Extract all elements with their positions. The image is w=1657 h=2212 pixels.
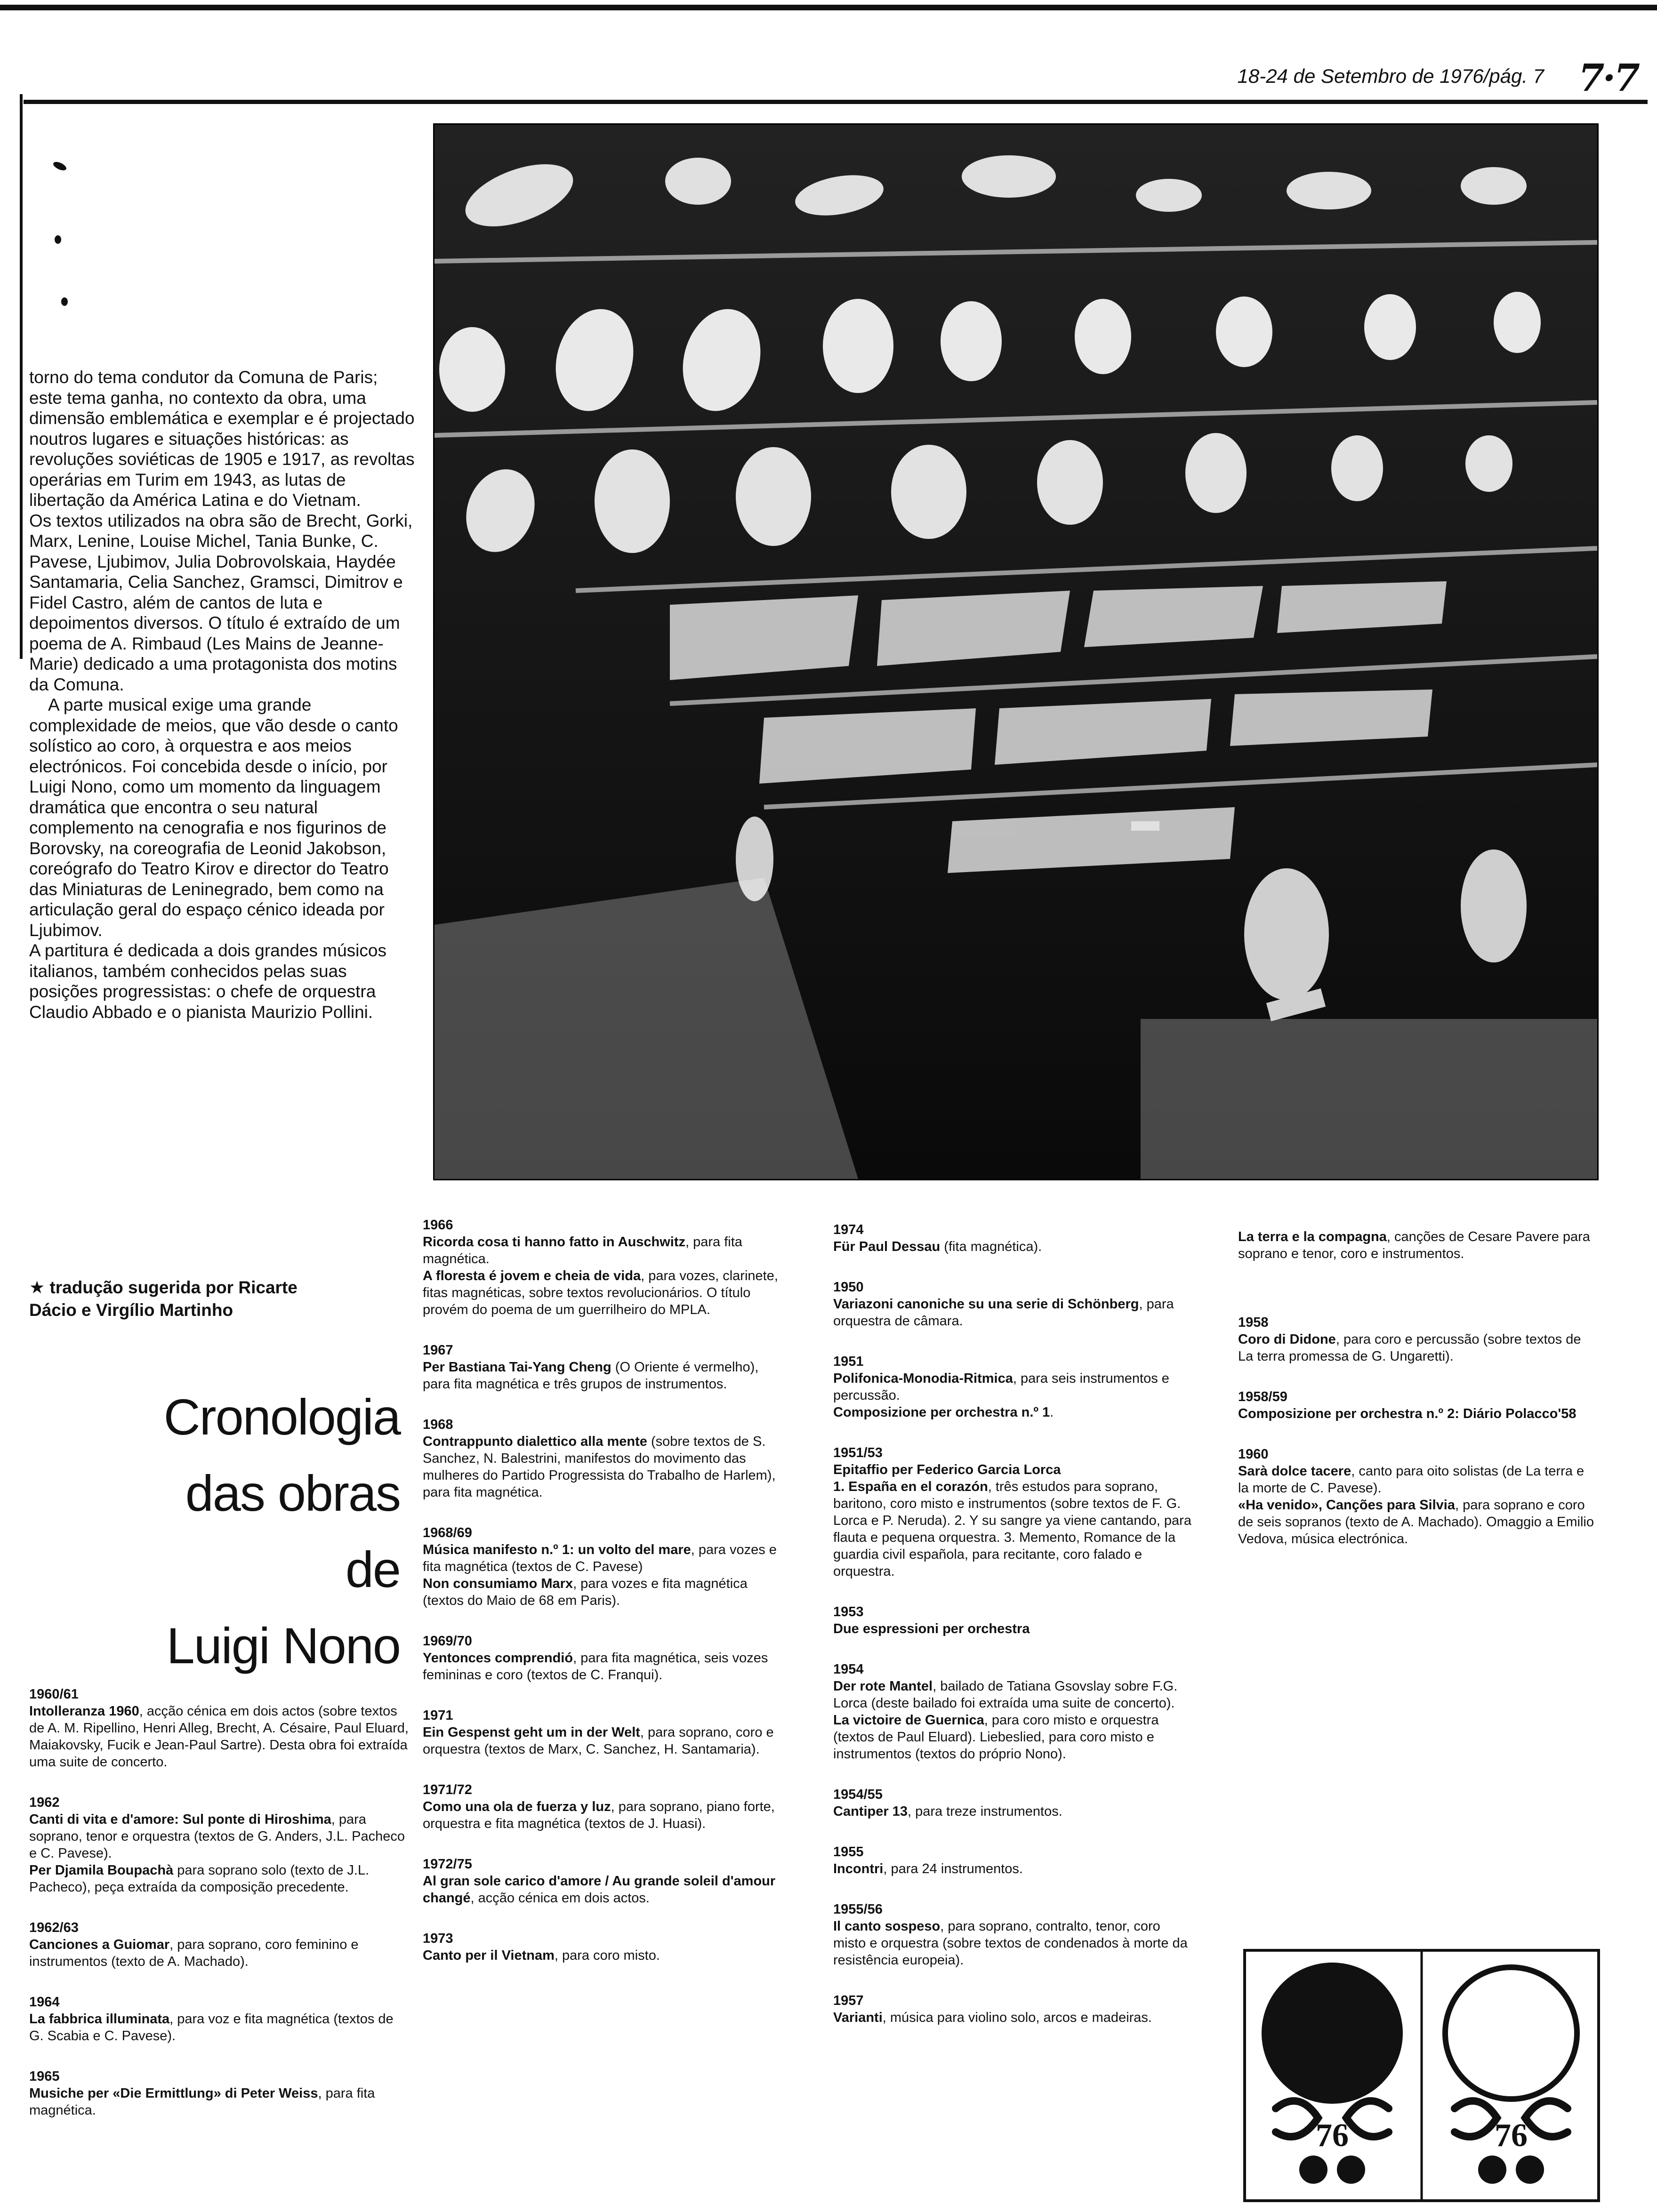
chronology-entry [1238, 1388, 1596, 1422]
entry-year: 1950 [833, 1280, 864, 1295]
ink-speck [61, 297, 68, 306]
heading-line: Luigi Nono [166, 1617, 400, 1674]
work-description: , para vozes, clarinete, fitas magnéticas, sobre textos revolucionários. O título provém do poema de um guerrilheiro do MPLA. [423, 1268, 778, 1317]
work-description: , para vozes e fita magnética (textos do Maio de 68 em Paris). [423, 1576, 748, 1608]
entry-work [29, 1862, 410, 1896]
entry-work [423, 1267, 780, 1318]
entry-work [423, 1873, 780, 1907]
ink-speck [52, 160, 67, 172]
work-title: Für Paul Dessau [833, 1239, 941, 1254]
entry-work [833, 1803, 1196, 1820]
work-title: Il canto sospeso [833, 1919, 941, 1934]
chronology-entry [423, 1342, 780, 1393]
work-description: (sobre textos de S. Sanchez, N. Balestrini, manifestos do movimento das mulheres do Partido Progressista do Trabalho de Harlem), para fita magnética. [423, 1434, 776, 1500]
entry-year: 1973 [423, 1931, 453, 1946]
work-title: Ricorda cosa ti hanno fatto in Auschwitz [423, 1234, 686, 1250]
work-title: Polifonica-Monodia-Ritmica [833, 1371, 1013, 1386]
entry-year: 1969/70 [423, 1634, 472, 1649]
chronology-entry [423, 1416, 780, 1501]
entry-work [833, 1238, 1196, 1255]
work-description: , para voz e fita magnética (textos de G. Scabia e C. Pavese). [29, 2012, 394, 2044]
top-rule [0, 5, 1657, 10]
work-title: Varianti [833, 2010, 883, 2025]
work-title: La fabbrica illuminata [29, 2012, 170, 2027]
work-title: Non consumiamo Marx [423, 1576, 573, 1591]
chronology-entry [423, 1930, 780, 1964]
work-title: Al gran sole carico d'amore / Au grande soleil d'amour changé [423, 1874, 776, 1906]
stage-photograph [433, 123, 1599, 1180]
entry-work [29, 1703, 410, 1771]
entry-year: 1960 [1238, 1447, 1269, 1462]
entry-work [1238, 1463, 1596, 1497]
page-folio: 18-24 de Setembro de 1976/pág. 7 [1237, 65, 1544, 87]
entry-year: 1972/75 [423, 1857, 472, 1872]
work-title: Canciones a Guiomar [29, 1937, 170, 1952]
chronology-entry [833, 1992, 1196, 2026]
entry-work [423, 1798, 780, 1832]
entry-year: 1951/53 [833, 1445, 883, 1460]
entry-year: 1954 [833, 1662, 864, 1677]
entry-year: 1962 [29, 1795, 60, 1810]
chronology-entry [423, 1856, 780, 1907]
work-title: A floresta é jovem e cheia de vida [423, 1268, 641, 1283]
work-title: Per Bastiana Tai-Yang Cheng [423, 1360, 611, 1375]
article-paragraph: A parte musical exige uma grande complexidade de meios, que vão desde o canto solístico ao coro, à orquestra e aos meios electrónicos. Foi concebida desde o início, por Luigi Nono, como um momento da linguagem dramática que encontra o seu natural complemento na cenografia e nos figurinos de Borovsky, na coreografia de Leonid Jakobson, coreógrafo do Teatro Kirov e director do Teatro das Miniaturas de Leninegrado, bem como na articulação geral do espaço cénico ideada por Ljubimov. [29, 695, 398, 940]
article-paragraph: torno do tema condutor da Comuna de Paris; este tema ganha, no contexto da obra, uma dimensão emblemática e exemplar e é projectado noutros lugares e situações históricas: as revoluções soviéticas de 1905 e 1917, as revoltas operárias em Turim em 1943, as lutas de libertação da América Latina e do Vietnam. [29, 368, 415, 510]
article-body [29, 367, 415, 1022]
heading-line: Cronologia [163, 1388, 400, 1445]
work-description: , canto para oito solistas (de La terra e la morte de C. Pavese). [1238, 1464, 1585, 1496]
chronology-heading [28, 1379, 400, 1684]
entry-year: 1955/56 [833, 1902, 883, 1917]
header-rule [24, 100, 1648, 104]
chronology-entry [833, 1444, 1196, 1580]
work-title: La victoire de Guernica [833, 1713, 984, 1728]
illustration-numerals-left: 76 [1316, 2117, 1349, 2154]
chronology-entry [423, 1781, 780, 1832]
work-description: , acção cénica em dois actos (sobre textos de A. M. Ripellino, Henri Alleg, Brecht, A. Césaire, Paul Eluard, Maiakovsky, Fucik e Jean-Paul Sartre). Desta obra foi extraída uma suite de concerto. [29, 1704, 409, 1770]
entry-work [29, 1811, 410, 1862]
entry-work [423, 1724, 780, 1758]
work-description: (fita magnética). [940, 1239, 1042, 1254]
chronology-entry [833, 1221, 1196, 1255]
entry-year: 1951 [833, 1354, 864, 1369]
entry-work [423, 1234, 780, 1267]
chronology-entry [833, 1353, 1196, 1421]
chronology-column [423, 1217, 780, 1988]
chronology-entry [833, 1603, 1196, 1637]
work-description: (O Oriente é vermelho), para fita magnética e três grupos de instrumentos. [423, 1360, 759, 1392]
work-title: La terra e la compagna [1238, 1229, 1387, 1244]
entry-year: 1964 [29, 1995, 60, 2010]
entry-work [833, 1370, 1196, 1404]
entry-year: 1971/72 [423, 1782, 472, 1797]
chronology-column [833, 1221, 1196, 2050]
entry-work [29, 2011, 410, 2044]
heading-line: das obras [185, 1465, 400, 1522]
ink-speck [55, 235, 61, 244]
work-title: Due espressioni per orchestra [833, 1621, 1030, 1636]
chronology-entry [423, 1707, 780, 1758]
entry-work [423, 1650, 780, 1683]
entry-work [1238, 1497, 1596, 1547]
work-title: Canti di vita e d'amore: Sul ponte di Hiroshima [29, 1812, 331, 1827]
chronology-entry [833, 1901, 1196, 1969]
margin-rule [20, 94, 23, 659]
entry-year: 1962/63 [29, 1920, 79, 1935]
chronology-entry [29, 1794, 410, 1896]
work-title: Composizione per orchestra n.º 1 [833, 1405, 1050, 1420]
entry-work [833, 2009, 1196, 2026]
work-description: , para soprano, coro feminino e instrumentos (texto de A. Machado). [29, 1937, 359, 1969]
chronology-entry [1238, 1228, 1596, 1262]
work-description: , para fita magnética. [29, 2086, 375, 2118]
entry-year: 1974 [833, 1222, 864, 1237]
translation-credit [29, 1276, 415, 1322]
work-description: , canções de Cesare Pavere para soprano e tenor, coro e instrumentos. [1238, 1229, 1590, 1261]
work-description: , para soprano, piano forte, orquestra e fita magnética (textos de J. Huasi). [423, 1799, 775, 1831]
entry-year: 1965 [29, 2069, 60, 2084]
graphic-illustration [1243, 1948, 1601, 2203]
entry-work [29, 1936, 410, 1970]
entry-work [423, 1575, 780, 1609]
work-title: Composizione per orchestra n.º 2: Diário Polacco'58 [1238, 1406, 1577, 1421]
work-description: , para soprano, contralto, tenor, coro misto e orquestra (sobre textos de condenados à morte da resistência europeia). [833, 1919, 1188, 1968]
entry-year: 1957 [833, 1993, 864, 2008]
chronology-entry [833, 1843, 1196, 1877]
entry-work [833, 1461, 1196, 1478]
work-title: Per Djamila Boupachà [29, 1863, 174, 1878]
heading-line: de [345, 1541, 400, 1598]
chronology-entry [833, 1661, 1196, 1763]
work-title: Como una ola de fuerza y luz [423, 1799, 611, 1814]
entry-year: 1971 [423, 1708, 453, 1723]
entry-work [1238, 1331, 1596, 1365]
credit-line: ★ tradução sugerida por Ricarte [29, 1278, 298, 1297]
work-title: Contrappunto dialettico alla mente [423, 1434, 647, 1449]
work-description: , para treze instrumentos. [907, 1804, 1062, 1819]
entry-year: 1968 [423, 1417, 453, 1432]
work-title: Variazoni canoniche su una serie di Schönberg [833, 1297, 1139, 1312]
entry-year: 1966 [423, 1218, 453, 1233]
work-title: «Ha venido», Canções para Silvia [1238, 1498, 1455, 1513]
entry-year: 1968/69 [423, 1525, 472, 1540]
work-description: , bailado de Tatiana Gsovslay sobre F.G. Lorca (deste bailado foi extraída uma suite de concerto). [833, 1679, 1178, 1711]
work-description: , três estudos para soprano, baritono, coro misto e instrumentos (sobre textos de F. G. Lorca e P. Neruda). 2. Y su sangre ya viene cantando, para flauta e pequena orquestra. 3. Memento, Romance de la guardia civil española, para recitante, coro falado e orquestra. [833, 1479, 1191, 1579]
work-description: , para soprano, tenor e orquestra (textos de G. Anders, J.L. Pacheco e C. Pavese). [29, 1812, 405, 1861]
entry-work [423, 1359, 780, 1393]
work-title: Cantiper 13 [833, 1804, 908, 1819]
illustration-numerals-right: 76 [1495, 2117, 1528, 2154]
entry-year: 1967 [423, 1343, 453, 1358]
entry-work [833, 1918, 1196, 1969]
entry-work [833, 1620, 1196, 1637]
credit-line: Dácio e Virgílio Martinho [29, 1300, 233, 1320]
entry-year: 1955 [833, 1844, 864, 1859]
entry-work [833, 1678, 1196, 1712]
entry-work [833, 1296, 1196, 1330]
chronology-entry [423, 1524, 780, 1609]
entry-work [29, 2085, 410, 2119]
work-description: . [1050, 1405, 1054, 1420]
chronology-entry [423, 1633, 780, 1683]
work-description: , para seis instrumentos e percussão. [833, 1371, 1169, 1403]
article-paragraph: A partitura é dedicada a dois grandes músicos italianos, também conhecidos pelas suas posições progressistas: o chefe de orquestra Claudio Abbado e o pianista Maurizio Pollini. [29, 941, 386, 1022]
entry-year: 1958/59 [1238, 1389, 1287, 1404]
work-title: Coro di Didone [1238, 1332, 1336, 1347]
entry-work [423, 1541, 780, 1575]
stage-photograph-art [434, 125, 1597, 1179]
chronology-entry [1238, 1314, 1596, 1365]
work-title: Musiche per «Die Ermittlung» di Peter Weiss [29, 2086, 318, 2101]
chronology-column [1238, 1228, 1596, 1571]
entry-work [423, 1433, 780, 1501]
publication-logo: 7·7 [1578, 56, 1638, 100]
work-description: , para coro misto e orquestra (textos de Paul Eluard). Liebeslied, para coro misto e instrumentos (textos do próprio Nono). [833, 1713, 1159, 1762]
entry-work [833, 1712, 1196, 1763]
chronology-entry [29, 2068, 410, 2119]
entry-work [833, 1478, 1196, 1580]
work-description: para soprano solo (texto de J.L. Pacheco), peça extraída da composição precedente. [29, 1863, 370, 1895]
work-title: Sarà dolce tacere [1238, 1464, 1351, 1479]
work-description: , para coro e percussão (sobre textos de La terra promessa de G. Ungaretti). [1238, 1332, 1581, 1364]
chronology-entry [423, 1217, 780, 1318]
article-paragraph: Os textos utilizados na obra são de Brecht, Gorki, Marx, Lenine, Louise Michel, Tania Bunke, C. Pavese, Ljubimov, Julia Dobrovolskaia, Haydée Santamaria, Celia Sanchez, Gramsci, Dimitrov e Fidel Castro, além de cantos de luta e depoimentos diversos. O título é extraído de um poema de A. Rimbaud (Les Mains de Jeanne-Marie) dedicado a uma protagonista dos motins da Comuna. [29, 511, 413, 694]
chronology-entry [833, 1279, 1196, 1330]
chronology-entry [29, 1919, 410, 1970]
chronology-entry [1238, 1446, 1596, 1547]
chronology-entry [29, 1994, 410, 2044]
work-title: Intolleranza 1960 [29, 1704, 139, 1719]
work-description: , acção cénica em dois actos. [470, 1891, 650, 1906]
work-description: , para 24 instrumentos. [883, 1861, 1023, 1876]
chronology-column [29, 1686, 410, 2142]
work-title: Canto per il Vietnam [423, 1948, 555, 1963]
entry-year: 1954/55 [833, 1787, 883, 1802]
work-title: Música manifesto n.º 1: un volto del mare [423, 1542, 691, 1557]
work-title: 1. España en el corazón [833, 1479, 988, 1494]
work-title: Epitaffio per Federico Garcia Lorca [833, 1462, 1061, 1477]
work-description: , para soprano, coro e orquestra (textos de Marx, C. Sanchez, H. Santamaria). [423, 1725, 774, 1757]
work-description: , para vozes e fita magnética (textos de C. Pavese) [423, 1542, 777, 1574]
entry-work [1238, 1228, 1596, 1262]
chronology-entry [29, 1686, 410, 1771]
entry-work [1238, 1405, 1596, 1422]
work-title: Der rote Mantel [833, 1679, 933, 1694]
chronology-entry [833, 1786, 1196, 1820]
entry-year: 1958 [1238, 1315, 1269, 1330]
entry-year: 1953 [833, 1604, 864, 1619]
work-description: , para fita magnética. [423, 1234, 742, 1266]
graphic-illustration-art [1243, 1948, 1601, 2203]
entry-work [833, 1404, 1196, 1421]
work-description: , para fita magnética, seis vozes femininas e coro (textos de C. Franqui). [423, 1651, 768, 1683]
work-description: , música para violino solo, arcos e madeiras. [882, 2010, 1152, 2025]
work-description: , para soprano e coro de seis sopranos (texto de A. Machado). Omaggio a Emilio Vedova, música electrónica. [1238, 1498, 1594, 1547]
work-description: , para coro misto. [554, 1948, 660, 1963]
entry-year: 1960/61 [29, 1687, 79, 1702]
work-description: , para orquestra de câmara. [833, 1297, 1174, 1329]
work-title: Yentonces comprendió [423, 1651, 573, 1666]
entry-work [423, 1947, 780, 1964]
entry-work [833, 1860, 1196, 1877]
work-title: Incontri [833, 1861, 884, 1876]
work-title: Ein Gespenst geht um in der Welt [423, 1725, 640, 1740]
